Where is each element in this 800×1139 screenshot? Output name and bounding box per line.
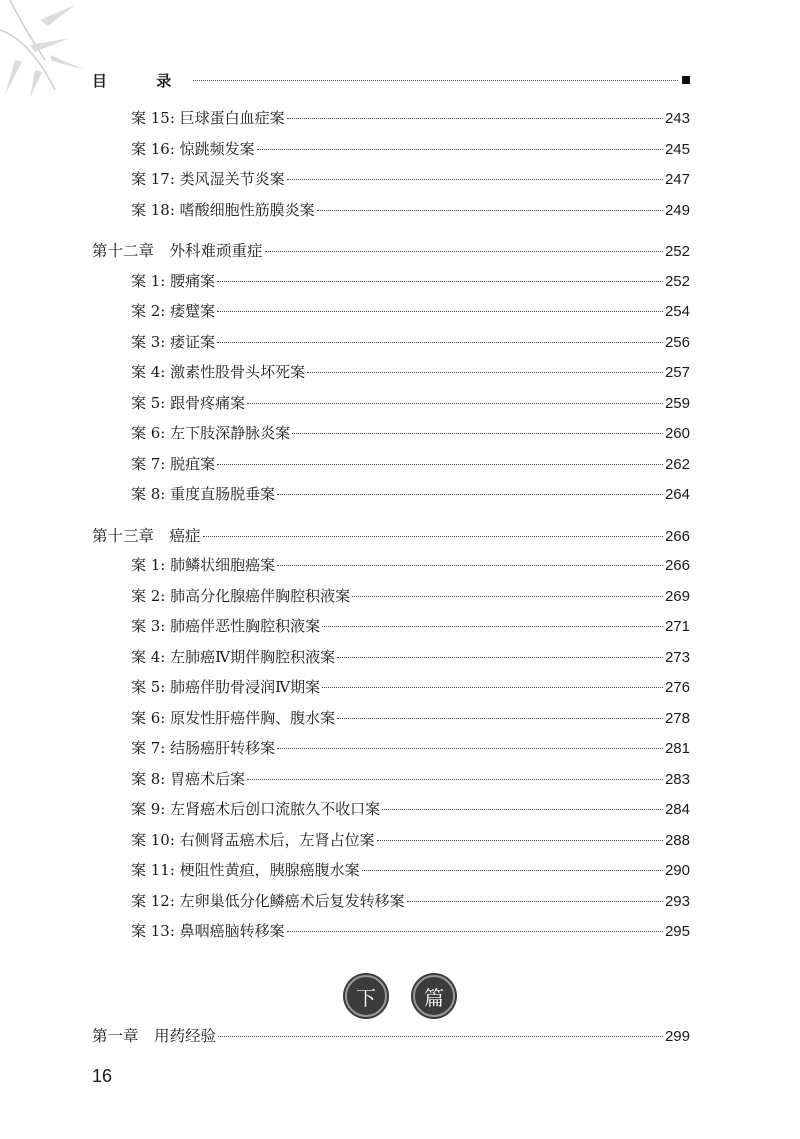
dot-leader: [292, 433, 663, 434]
entry-page: 271: [664, 618, 690, 635]
entry-label: 案 16: 惊跳频发案: [131, 139, 255, 158]
entry-label: 案 12: 左卵巢低分化鳞癌术后复发转移案: [131, 891, 405, 910]
entry-label: 案 11: 梗阻性黄疸，胰腺癌腹水案: [131, 861, 360, 879]
dot-leader: [265, 251, 663, 252]
toc-case-entry[interactable]: [92, 890, 690, 921]
toc-case-entry[interactable]: [92, 676, 690, 707]
entry-page: 252: [664, 243, 690, 260]
toc-case-entry[interactable]: [92, 453, 690, 484]
entry-page: 269: [664, 587, 690, 605]
toc-case-entry[interactable]: [92, 829, 690, 860]
entry-label: 案 10: 右侧肾盂癌术后，左肾占位案: [131, 830, 375, 849]
toc-chapter-entry[interactable]: [92, 1024, 690, 1055]
running-header: [92, 68, 690, 92]
entry-label: 案 9: 左肾癌术后创口流脓久不收口案: [131, 800, 381, 818]
entry-label: 案 6: 左下肢深静脉炎案: [131, 424, 291, 442]
part-badge-2: 篇: [413, 975, 455, 1017]
toc-case-entry[interactable]: [92, 646, 690, 677]
toc-case-entry[interactable]: [92, 585, 690, 616]
entry-label: 案 7: 脱疽案: [131, 454, 216, 473]
part-heading: [0, 975, 800, 1017]
entry-label: 案 13: 鼻咽癌脑转移案: [131, 922, 285, 940]
dot-leader: [307, 372, 663, 373]
dot-leader: [203, 536, 663, 537]
dot-leader: [287, 118, 663, 119]
entry-page: 247: [664, 171, 690, 188]
entry-label: 案 2: 肺高分化腺癌伴胸腔积液案: [131, 586, 351, 605]
toc-chapter-entry[interactable]: [92, 239, 690, 270]
dot-leader: [277, 565, 663, 566]
toc-case-entry[interactable]: [92, 168, 690, 199]
entry-page: 264: [664, 486, 690, 503]
entry-page: 276: [664, 679, 690, 696]
entry-label: 案 4: 左肺癌Ⅳ期伴胸腔积液案: [131, 647, 336, 666]
section-gap: [92, 514, 690, 524]
entry-page: 293: [664, 892, 690, 910]
dot-leader: [322, 626, 663, 627]
toc-case-entry[interactable]: [92, 707, 690, 738]
entry-page: 257: [664, 364, 690, 381]
dot-leader: [277, 494, 663, 495]
dot-leader: [218, 1036, 663, 1037]
dot-leader: [287, 179, 663, 180]
entry-label: 案 4: 激素性股骨头坏死案: [131, 363, 306, 381]
entry-label: 案 18: 嗜酸细胞性筋膜炎案: [131, 200, 315, 219]
toc-case-entry[interactable]: [92, 361, 690, 392]
toc-case-entry[interactable]: [92, 138, 690, 169]
dot-leader: [277, 748, 663, 749]
toc-chapter-entry[interactable]: [92, 524, 690, 555]
dot-leader: [217, 342, 663, 343]
entry-page: 288: [664, 831, 690, 849]
dot-leader: [377, 840, 663, 841]
entry-label: 案 2: 痿躄案: [131, 302, 216, 320]
entry-page: 278: [664, 709, 690, 727]
entry-page: 262: [664, 455, 690, 473]
entry-page: 295: [664, 923, 690, 940]
entry-page: 266: [664, 527, 690, 545]
entry-label: 第一章 用药经验: [92, 1027, 217, 1045]
entry-page: 273: [664, 648, 690, 666]
entry-page: 284: [664, 801, 690, 818]
toc-case-entry[interactable]: [92, 392, 690, 423]
dot-leader: [217, 281, 663, 282]
entry-label: 案 3: 肺癌伴恶性胸腔积液案: [131, 617, 321, 635]
dot-leader: [362, 870, 663, 871]
entry-label: 案 3: 痿证案: [131, 332, 216, 351]
dot-leader: [247, 779, 663, 780]
toc-case-entry[interactable]: [92, 483, 690, 514]
entry-label: 案 5: 肺癌伴肋骨浸润Ⅳ期案: [131, 678, 321, 696]
dot-leader: [217, 311, 663, 312]
entry-page: 254: [664, 303, 690, 320]
toc-case-entry[interactable]: [92, 737, 690, 768]
entry-page: 259: [664, 394, 690, 412]
dot-leader: [337, 718, 663, 719]
toc-case-entry[interactable]: [92, 615, 690, 646]
toc-case-entry[interactable]: [92, 300, 690, 331]
entry-label: 案 1: 腰痛案: [131, 271, 216, 290]
toc-case-entry[interactable]: [92, 768, 690, 799]
entry-page: 266: [664, 557, 690, 574]
entry-label: 案 8: 重度直肠脱垂案: [131, 485, 276, 503]
toc-case-entry[interactable]: [92, 270, 690, 301]
entry-page: 243: [664, 110, 690, 127]
dot-leader: [382, 809, 663, 810]
toc-case-entry[interactable]: [92, 199, 690, 230]
dot-leader: [352, 596, 663, 597]
section-gap: [92, 229, 690, 239]
entry-label: 案 6: 原发性肝癌伴胸、腹水案: [131, 708, 336, 727]
entry-label: 第十二章 外科难顽重症: [92, 242, 263, 260]
entry-label: 案 17: 类风湿关节炎案: [131, 170, 285, 188]
toc-case-entry[interactable]: [92, 554, 690, 585]
toc-case-entry[interactable]: [92, 859, 690, 890]
part-badge-1: 下: [345, 975, 387, 1017]
entry-page: 249: [664, 201, 690, 219]
entry-page: 260: [664, 425, 690, 442]
entry-page: 299: [664, 1028, 690, 1045]
page-number: 16: [92, 1066, 113, 1086]
entry-label: 案 15: 巨球蛋白血症案: [131, 109, 285, 127]
dot-leader: [337, 657, 663, 658]
toc-case-entry[interactable]: [92, 107, 690, 138]
header-leader: [193, 80, 678, 81]
entry-label: 案 1: 肺鳞状细胞癌案: [131, 556, 276, 574]
dot-leader: [257, 149, 663, 150]
entry-page: 245: [664, 140, 690, 158]
toc-case-entry[interactable]: [92, 798, 690, 829]
dot-leader: [407, 901, 663, 902]
dot-leader: [217, 464, 663, 465]
entry-page: 281: [664, 740, 690, 757]
dot-leader: [247, 403, 663, 404]
entry-page: 283: [664, 770, 690, 788]
header-square-marker: [682, 76, 690, 84]
toc-case-entry[interactable]: [92, 422, 690, 453]
entry-page: 256: [664, 333, 690, 351]
entry-page: 290: [664, 862, 690, 879]
dot-leader: [322, 687, 663, 688]
header-title: 目 录: [92, 71, 194, 90]
entry-label: 案 5: 跟骨疼痛案: [131, 393, 246, 412]
dot-leader: [317, 210, 663, 211]
table-of-contents: [92, 107, 690, 951]
entry-label: 第十三章 癌症: [92, 526, 201, 545]
entry-label: 案 7: 结肠癌肝转移案: [131, 739, 276, 757]
toc-case-entry[interactable]: [92, 331, 690, 362]
entry-page: 252: [664, 272, 690, 290]
entry-label: 案 8: 胃癌术后案: [131, 769, 246, 788]
toc-case-entry[interactable]: [92, 920, 690, 951]
dot-leader: [287, 931, 663, 932]
